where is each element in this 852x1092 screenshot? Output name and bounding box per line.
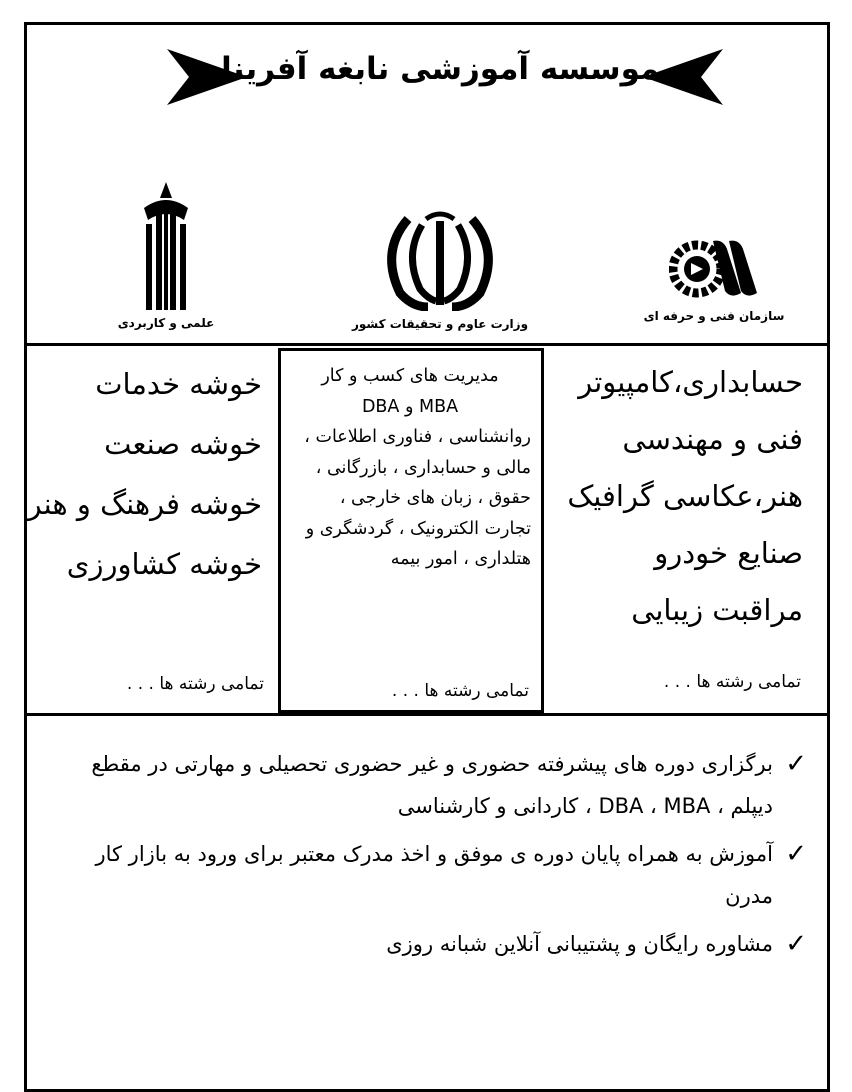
column-university [278,348,544,714]
column-clusters [27,346,276,713]
flyer-frame [24,22,830,1092]
list-item: خوشه کشاورزی [66,547,262,581]
msrt-logo [345,211,535,331]
tvto-caption: سازمان فنی و حرفه ای [643,309,785,323]
list-item: مراقبت زیبایی [631,593,803,627]
title-row [27,45,827,105]
divider-bottom [27,713,827,716]
feature-line: مدرن [725,884,773,908]
list-item: هتلداری ، امور بیمه [390,549,531,569]
feature-item [47,923,807,965]
list-item: حسابداری،کامپیوتر [578,365,803,399]
feature-line: برگزاری دوره های پیشرفته حضوری و غیر حضوری تحصیلی و مهارتی در مقطع [91,752,773,776]
check-icon: ✓ [785,839,807,869]
list-item: مالی و حسابداری ، بازرگانی ، [315,457,531,478]
feature-item [47,743,807,827]
all-majors-note: تمامی رشته ها . . . [663,672,801,692]
check-icon: ✓ [785,929,807,959]
uast-logo [101,180,231,330]
list-item: مدیریت های کسب و کار [321,366,499,386]
uast-caption: علمی و کاربردی [117,316,215,330]
check-icon: ✓ [785,749,807,779]
page-title: موسسه آموزشی نابغه آفرینان [194,51,660,87]
feature-line: مشاوره رایگان و پشتیبانی آنلاین شبانه روزی [386,932,773,956]
column-vocational [547,346,827,713]
list-item: حقوق ، زبان های خارجی ، [339,488,531,508]
list-item: روانشناسی ، فناوری اطلاعات ، [304,427,531,447]
list-item: خوشه فرهنگ و هنر [27,487,262,521]
features-list [47,743,807,971]
tvto-logo [639,235,789,323]
feature-line: آموزش به همراه پایان دوره ی موفق و اخذ مدرک معتبر برای ورود به بازار کار [95,842,773,866]
tvto-logo-icon [669,235,759,303]
list-item: صنایع خودرو [654,536,803,570]
msrt-emblem-icon [378,211,502,311]
list-item: هنر،عکاسی گرافیک [567,479,803,513]
feature-line: دیپلم ، DBA ، MBA ، کاردانی و کارشناسی [397,794,773,818]
msrt-caption: وزارت عاوم و تحقیقات کشور [351,317,529,331]
all-majors-note: تمامی رشته ها . . . [126,674,264,694]
all-majors-note: تمامی رشته ها . . . [391,681,529,701]
feature-item [47,833,807,917]
list-item: خوشه صنعت [104,427,262,461]
arrow-left-icon [643,49,723,105]
list-item: فنی و مهندسی [622,422,803,456]
list-item: خوشه خدمات [95,367,262,401]
list-item: MBA و DBA [361,396,459,417]
uast-tower-icon [134,180,198,310]
list-item: تجارت الکترونیک ، گردشگری و [305,518,531,539]
